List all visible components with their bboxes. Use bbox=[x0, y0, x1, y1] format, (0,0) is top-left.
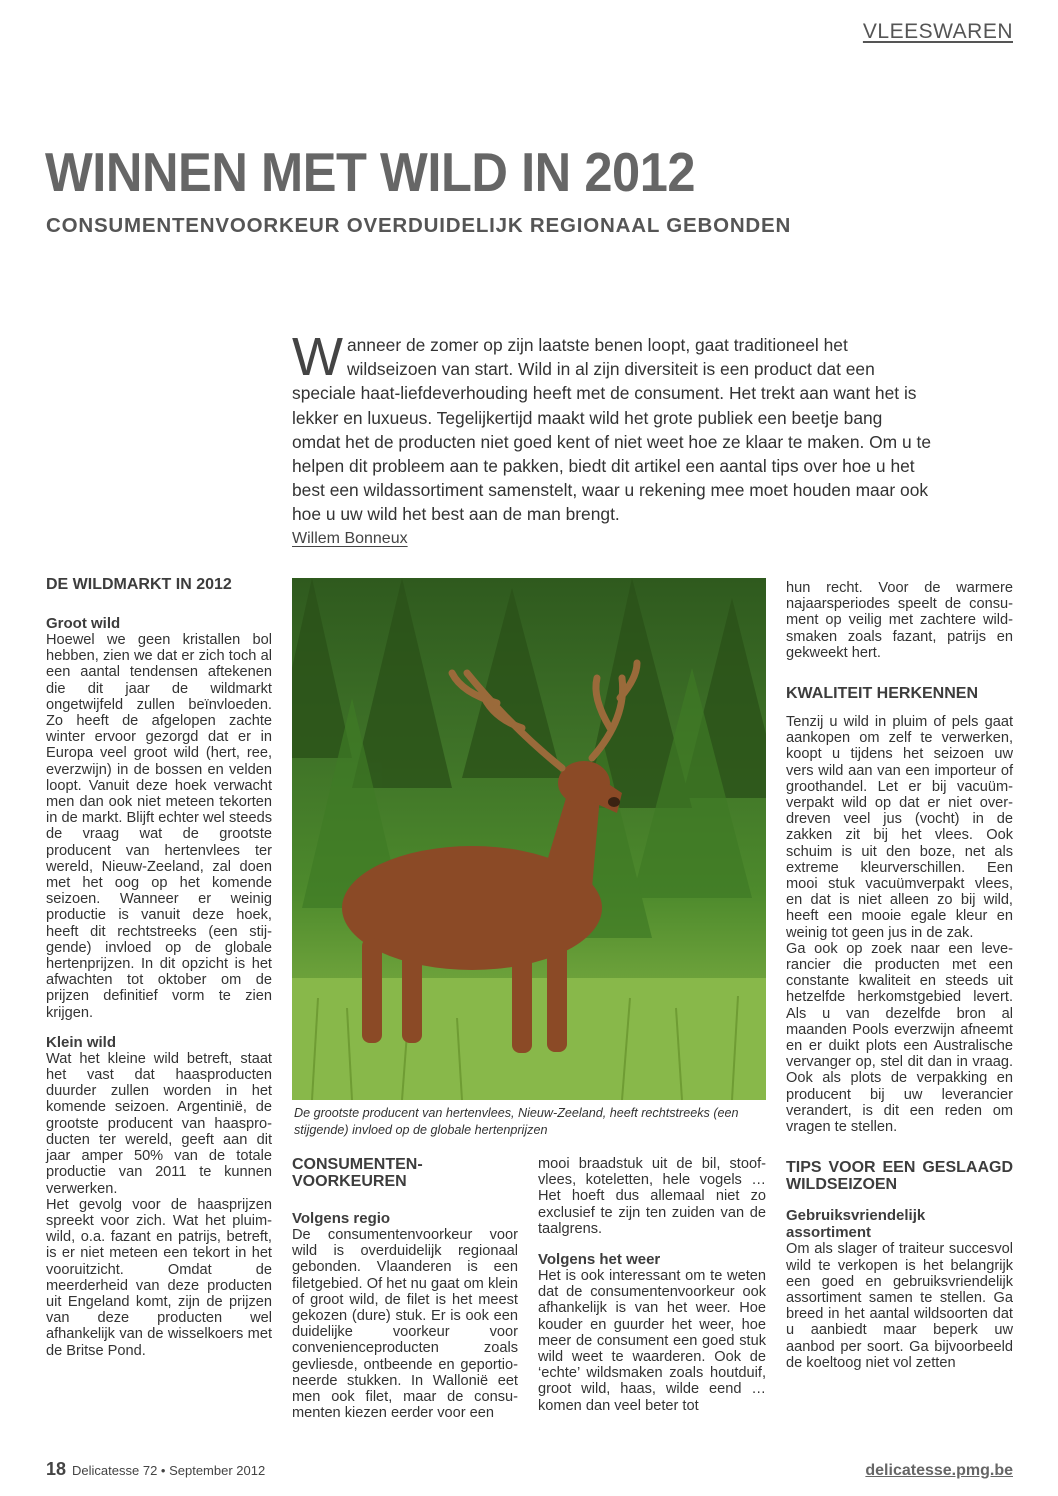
heading-consumentenvoorkeuren: CONSUMENTENVOORKEUREN bbox=[292, 1156, 423, 1190]
heading-kwaliteit-herkennen: KWALITEIT HERKENNEN bbox=[786, 685, 978, 703]
heading-volgens-weer: Volgens het weer bbox=[538, 1251, 661, 1269]
section-tag: VLEESWAREN bbox=[862, 20, 1013, 43]
issue-label: Delicatesse 72 • September 2012 bbox=[72, 1463, 266, 1478]
paragraph-volgens-regio-cont: mooi braadstuk uit de bil, stoofvlees, koteletten, hele vogels … Het hoeft dus allemaal niet zo exclusief te zijn ten zuiden van de taalgrens. bbox=[538, 1156, 766, 1237]
paragraph-klein-wild-2: Het gevolg voor de haasprijzen spreekt voor zich. Wat het pluimwild, o.a. fazant en patrijs, betreft, is er niet meteen een tekort in het vooruitzicht. Omdat de meerderheid van deze producten uit Engeland komt, zijn de prijzen van deze producten wel afhankelijk van de wisselkoers met de Britse Pond. bbox=[46, 1196, 272, 1359]
paragraph-groot-wild: Hoewel we geen kristallen bol hebben, zien we dat er zich toch al een aantal tendensen aftekenen die dit jaar de wildmarkt ongetwijfeld zullen beïnvloeden. Zo heeft de afgelopen zachte winter ervoor gezorgd dat er in Europa veel groot wild (hert, ree, everzwijn) in de bossen en velden loopt. Vanuit deze hoek verwacht men dan ook niet meteen tekorten in de markt. Blijft echter wel steeds de vraag wat de grootste producent van hertenvlees ter wereld, Nieuw-Zeeland, zal doen met het oog op het komende seizoen. Wanneer er weinig productie is vanuit deze hoek, heeft dit rechtstreeks (een stijgende) invloed op de globale hertenprijzen. In dit opzicht is het afwachten tot oktober om de prijzen definitief vorm te zien krijgen. bbox=[46, 632, 272, 1021]
heading-gebruiksvriendelijk: Gebruiksvriendelijk assortiment bbox=[786, 1207, 926, 1242]
website-link[interactable]: delicatesse.pmg.be bbox=[865, 1462, 1013, 1479]
heading-tips: TIPS VOOR EEN GESLAAGD WILDSEIZOEN bbox=[786, 1159, 1013, 1194]
page-number: 18 bbox=[46, 1459, 67, 1479]
column-2b bbox=[538, 1156, 766, 1414]
paragraph-kwaliteit-2: Ga ook op zoek naar een leverancier die producten met een constante kwaliteit en steeds uit hetzelfde herkomstgebied levert. Als u van dezelfde bron al maanden Pools everzwijn afneemt en er duikt plots een Australische vervanger op, stel dit dan in vraag. Ook als plots de verpakking en producent bij uw leverancier verandert, is dit een reden om vragen te stellen. bbox=[786, 940, 1013, 1136]
paragraph-klein-wild-1: Wat het kleine wild betreft, staat het vast dat haasproducten duurder zullen worden in het komende seizoen. Argentinië, de grootste producent van haasproducten ter wereld, geeft aan dit jaar amper 50% van de totale productie van 2011 te kunnen verwerken. bbox=[46, 1050, 272, 1197]
intro-text: anneer de zomer op zijn laatste benen loopt, gaat traditioneel het wildseizoen van start. Wild in al zijn diversiteit is een product dat een speciale haat-liefdeverhouding heeft met de consument. Het trekt aan want het is lekker en luxueus. Tegelijkertijd maakt wild het grote publiek een beetje bang omdat het de producten niet goed kent of niet weet hoe ze klaar te maken. Om u te helpen dit probleem aan te pakken, biedt dit artikel een aantal tips over hoe u het best een wildassortiment samenstelt, waar u rekening mee moet houden maar ook hoe u uw wild het best aan de man brengt. bbox=[292, 335, 932, 525]
intro-dropcap: W bbox=[292, 327, 343, 387]
article-title: WINNEN MET WILD IN 2012 bbox=[45, 141, 696, 203]
heading-groot-wild: Groot wild bbox=[46, 615, 121, 632]
heading-wildmarkt: DE WILDMARKT IN 2012 bbox=[46, 576, 232, 593]
column-1 bbox=[46, 576, 272, 1359]
photo-caption: De grootste producent van hertenvlees, Nieuw-Zeeland, heeft rechtstreeks (een stijgende) invloed op de globale hertenprijzen bbox=[294, 1106, 739, 1137]
deer-illustration bbox=[292, 578, 766, 1100]
deer-photo bbox=[292, 578, 766, 1100]
article-intro bbox=[292, 327, 932, 527]
article-subtitle: CONSUMENTENVOORKEUR OVERDUIDELIJK REGIONAAL GEBONDEN bbox=[46, 214, 792, 237]
heading-klein-wild: Klein wild bbox=[46, 1033, 117, 1051]
article-author: Willem Bonneux bbox=[292, 530, 408, 547]
paragraph-volgens-regio: De consumentenvoorkeur voor wild is overduidelijk regionaal gebonden. Vlaanderen is een filetgebied. Of het nu gaat om klein of groot wild, de filet is het meest gekozen (dure) stuk. Er is ook een duidelijke voorkeur voor convenienceproducten zoals gevliesde, ontbeende en geportioneerde stukken. In Wallonië eet men ook filet, maar de consumenten kiezen eerder voor een bbox=[292, 1227, 518, 1422]
paragraph-gebruiksvriendelijk: Om als slager of traiteur succesvol wild te verkopen is het belangrijk een goed en gebruiksvriendelijk assortiment samen te stellen. Ga breed in het aantal wildsoorten dat u aanbiedt maar beperk uw aanbod per soort. Ga bijvoorbeeld de koeltoog niet vol zetten bbox=[786, 1241, 1013, 1371]
heading-volgens-regio: Volgens regio bbox=[292, 1210, 391, 1227]
column-3 bbox=[786, 580, 1013, 1371]
footer-issue-info bbox=[46, 1459, 265, 1480]
paragraph-volgens-weer: Het is ook interessant om te weten dat de consumentenvoorkeur ook afhankelijk is van het weer. Hoe kouder en guurder het weer, hoe meer de consument een goed stuk wild weet te waarderen. Ook de ‘echte’ wildsmaken zoals houtduif, groot wild, haas, wilde eend … komen dan veel beter tot bbox=[538, 1268, 766, 1414]
paragraph-weer-cont: hun recht. Voor de warmere najaarsperiodes speelt de consument op veilig met zachtere wildsmaken zoals fazant, patrijs en gekweekt hert. bbox=[786, 580, 1013, 661]
column-2a bbox=[292, 1156, 518, 1421]
paragraph-kwaliteit-1: Tenzij u wild in pluim of pels gaat aankopen om zelf te verwerken, koopt u tijdens het seizoen uw vers wild aan van een importeur of groothandel. Let er bij vacuümverpakt wild op dat er niet overdreven veel jus (vocht) in de zakken zit bij het vlees. Ook schuim is uit den boze, net als extreme kleurverschillen. Een mooi stuk vacuümverpakt vlees, en dat is niet alleen zo bij wild, heeft een mooie egale kleur en weinig tot geen jus in de zak. bbox=[786, 714, 1013, 941]
